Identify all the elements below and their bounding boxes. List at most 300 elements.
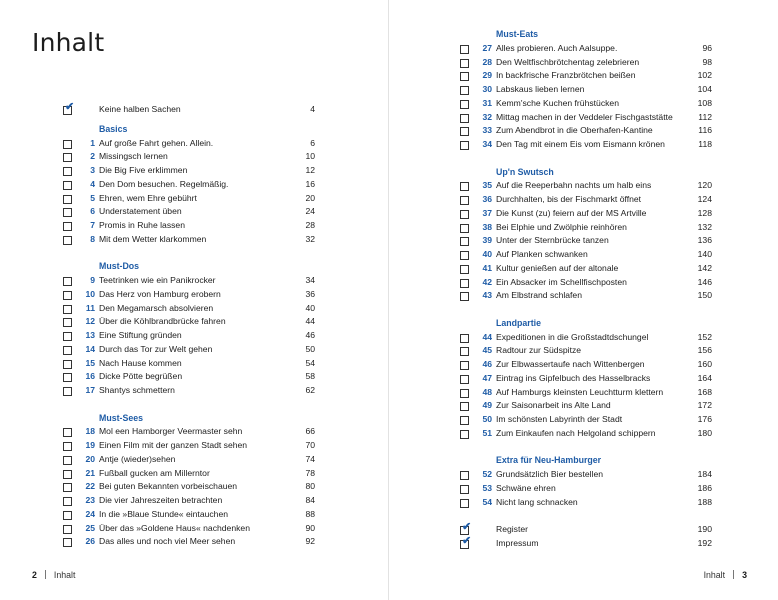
toc-entry[interactable] (63, 494, 315, 508)
section-heading: Must-Sees (99, 412, 143, 423)
toc-entry[interactable] (460, 496, 712, 510)
entry-title: Dicke Pötte begrüßen (99, 371, 183, 382)
checkbox[interactable] (460, 471, 469, 480)
entry-title: Missingsch lernen (99, 151, 168, 162)
entry-page: 104 (697, 84, 712, 94)
entry-title: Unter der Sternbrücke tanzen (496, 235, 609, 246)
entry-number: 41 (482, 262, 492, 273)
entry-number: 40 (482, 249, 492, 259)
toc-entry[interactable] (63, 302, 315, 316)
checkbox[interactable] (63, 483, 72, 492)
toc-entry[interactable] (460, 234, 712, 248)
section-gap (460, 152, 712, 166)
entry-number: 30 (482, 84, 492, 94)
entry-number: 12 (85, 316, 95, 327)
checkbox[interactable] (460, 224, 469, 233)
entry-page: 78 (305, 467, 315, 478)
toc-entry[interactable] (63, 370, 315, 384)
checkbox[interactable] (460, 114, 469, 123)
entry-page: 98 (702, 56, 712, 67)
entry-page: 84 (305, 495, 315, 505)
checkbox[interactable] (460, 237, 469, 246)
checkbox[interactable] (63, 511, 72, 520)
entry-title: Fußball gucken am Millerntor (99, 467, 210, 478)
entry-title: Das alles und noch viel Meer sehen (99, 536, 236, 547)
entry-page: 40 (305, 302, 315, 313)
toc-entry[interactable] (460, 534, 712, 551)
checkmark-icon: ✔ (65, 101, 75, 113)
entry-page: 28 (305, 220, 315, 230)
entry-number: 5 (90, 192, 95, 203)
checkbox[interactable] (63, 195, 72, 204)
entry-page: 16 (305, 178, 315, 189)
toc-entry[interactable] (460, 276, 712, 290)
entry-page: 58 (305, 371, 315, 382)
toc-entry[interactable] (63, 508, 315, 522)
toc-entry[interactable] (63, 233, 315, 247)
entry-number: 19 (85, 440, 95, 450)
entry-number: 23 (85, 495, 95, 505)
checkbox[interactable] (460, 375, 469, 384)
section-heading: Basics (99, 123, 128, 134)
toc-entry[interactable] (460, 111, 712, 125)
entry-title: Den Dom besuchen. Regelmäßig. (99, 178, 229, 189)
checkbox[interactable] (63, 318, 72, 327)
footer-separator (45, 570, 46, 579)
entry-page: 32 (305, 233, 315, 244)
entry-title: Über die Köhlbrandbrücke fahren (99, 316, 226, 327)
entry-page: 70 (305, 440, 315, 450)
entry-page: 172 (697, 400, 712, 411)
checkbox[interactable] (63, 456, 72, 465)
entry-page: 142 (697, 262, 712, 273)
toc-entry[interactable] (63, 480, 315, 494)
page-number: 2 (32, 570, 37, 580)
checkbox[interactable] (460, 182, 469, 191)
entry-number: 50 (482, 414, 492, 424)
checkbox[interactable] (460, 59, 469, 68)
checkbox[interactable] (460, 141, 469, 150)
entry-number: 53 (482, 482, 492, 493)
entry-number: 14 (85, 343, 95, 354)
toc-right-column (460, 28, 712, 551)
toc-entry[interactable] (63, 164, 315, 178)
checkmark-icon: ✔ (462, 534, 472, 547)
toc-entry[interactable] (63, 522, 315, 536)
section-gap (460, 509, 712, 523)
entry-page: 88 (305, 508, 315, 519)
entry-page: 4 (310, 104, 315, 114)
checkbox[interactable] (63, 291, 72, 300)
entry-number: 25 (85, 522, 95, 533)
entry-title: Zum Einkaufen nach Helgoland schippern (496, 427, 656, 438)
entry-number: 9 (90, 275, 95, 285)
toc-entry[interactable] (63, 384, 315, 398)
page-number: 3 (742, 570, 747, 580)
entry-title: Zum Abendbrot in die Oberhafen-Kantine (496, 125, 653, 136)
entry-number: 7 (90, 220, 95, 230)
section-gap (460, 303, 712, 317)
entry-page: 10 (305, 151, 315, 162)
entry-title: Alles probieren. Auch Aalsuppe. (496, 42, 618, 53)
entry-number: 37 (482, 207, 492, 218)
checkbox[interactable] (460, 402, 469, 411)
toc-entry[interactable] (460, 344, 712, 358)
checkbox[interactable] (460, 196, 469, 205)
entry-number: 48 (482, 386, 492, 397)
entry-title: Durchhalten, bis der Fischmarkt öffnet (496, 194, 642, 204)
toc-entry[interactable] (63, 329, 315, 343)
entry-title: Auf Planken schwanken (496, 249, 588, 259)
entry-page: 188 (697, 496, 712, 507)
toc-entry[interactable] (63, 150, 315, 164)
entry-page: 124 (697, 194, 712, 204)
entry-title: Grundsätzlich Bier bestellen (496, 469, 603, 479)
entry-title: Einen Film mit der ganzen Stadt sehen (99, 440, 248, 450)
entry-page: 176 (697, 414, 712, 424)
toc-entry[interactable] (63, 205, 315, 219)
checkbox[interactable] (63, 140, 72, 149)
toc-entry[interactable] (63, 137, 315, 151)
entry-number: 24 (85, 508, 95, 519)
entry-title: In die »Blaue Stunde« eintauchen (99, 508, 229, 519)
toc-entry[interactable] (460, 399, 712, 413)
entry-page: 44 (305, 316, 315, 327)
entry-title: Die Kunst (zu) feiern auf der MS Artville (496, 207, 647, 218)
toc-entry[interactable] (460, 207, 712, 221)
entry-page: 62 (305, 385, 315, 395)
entry-title: Nach Hause kommen (99, 357, 182, 368)
entry-title: Mol een Hamborger Veermaster sehn (99, 426, 243, 437)
entry-number: 52 (482, 469, 492, 479)
toc-entry[interactable] (460, 193, 712, 207)
entry-title: Bei Elphie und Zwölphie reinhören (496, 221, 627, 232)
entry-title: Auf Hamburgs kleinsten Leuchtturm klettern (496, 386, 664, 397)
checkbox[interactable] (63, 236, 72, 245)
entry-title: Understatement üben (99, 206, 182, 217)
checkbox[interactable] (63, 497, 72, 506)
entry-title: Expeditionen in die Großstadtdschungel (496, 331, 649, 342)
checkbox[interactable] (460, 389, 469, 398)
checkbox[interactable] (63, 538, 72, 547)
footer-left (32, 570, 75, 580)
entry-number: 34 (482, 139, 492, 149)
entry-title: Das Herz von Hamburg erobern (99, 288, 221, 299)
checkbox[interactable] (63, 277, 72, 286)
entry-title: Durch das Tor zur Welt gehen (99, 343, 213, 354)
entry-title: Antje (wieder)sehen (99, 453, 176, 464)
checkbox[interactable] (460, 100, 469, 109)
toc-entry[interactable] (460, 482, 712, 496)
checkbox[interactable] (460, 361, 469, 370)
entry-page: 192 (697, 537, 712, 548)
checkbox[interactable] (460, 485, 469, 494)
checkbox[interactable] (63, 167, 72, 176)
entry-number: 28 (482, 56, 492, 67)
toc-entry[interactable] (63, 219, 315, 233)
page-title: Inhalt (32, 28, 105, 57)
entry-title: Promis in Ruhe lassen (99, 220, 185, 230)
entry-page: 132 (697, 221, 712, 232)
entry-number: 26 (85, 536, 95, 547)
checkbox[interactable] (63, 387, 72, 396)
entry-title: Zur Saisonarbeit ins Alte Land (496, 400, 611, 411)
checkbox[interactable] (460, 210, 469, 219)
entry-title: Impressum (496, 537, 539, 548)
entry-title: Die Big Five erklimmen (99, 165, 188, 175)
entry-number: 21 (85, 467, 95, 478)
toc-entry[interactable] (460, 523, 712, 537)
toc-left-column (63, 103, 315, 549)
entry-title: Kultur genießen auf der altonale (496, 262, 619, 273)
entry-page: 156 (697, 345, 712, 356)
entry-title: Bei guten Bekannten vorbeischauen (99, 481, 238, 492)
entry-page: 160 (697, 359, 712, 369)
entry-number: 42 (482, 276, 492, 287)
toc-entry[interactable] (63, 178, 315, 192)
entry-page: 36 (305, 288, 315, 299)
footer-separator (733, 570, 734, 579)
entry-title: In backfrische Franzbrötchen beißen (496, 70, 636, 81)
entry-number: 11 (85, 302, 95, 313)
section-gap (63, 247, 315, 261)
entry-page: 190 (697, 524, 712, 534)
section-gap (460, 441, 712, 455)
entry-number: 39 (482, 235, 492, 246)
toc-entry[interactable] (460, 56, 712, 70)
entry-number: 6 (90, 206, 95, 217)
toc-entry[interactable] (63, 274, 315, 288)
entry-page: 108 (697, 97, 712, 108)
entry-title: Register (496, 524, 528, 534)
toc-entry[interactable] (63, 535, 315, 549)
toc-entry[interactable] (460, 289, 712, 303)
entry-page: 24 (305, 206, 315, 217)
toc-entry[interactable] (460, 42, 712, 56)
checkbox[interactable] (460, 86, 469, 95)
toc-entry[interactable] (63, 103, 315, 117)
toc-entry[interactable] (460, 331, 712, 345)
toc-entry[interactable] (460, 262, 712, 276)
checkbox[interactable] (63, 346, 72, 355)
entry-page: 54 (305, 357, 315, 368)
checkbox[interactable] (63, 428, 72, 437)
entry-page: 74 (305, 453, 315, 464)
entry-number: 15 (85, 357, 95, 368)
entry-title: Über das »Goldene Haus« nachdenken (99, 522, 250, 533)
checkbox[interactable] (63, 208, 72, 217)
checkbox[interactable] (63, 332, 72, 341)
entry-number: 46 (482, 359, 492, 369)
entry-title: Den Tag mit einem Eis vom Eismann krönen (496, 139, 665, 149)
entry-number: 32 (482, 111, 492, 122)
entry-page: 46 (305, 330, 315, 340)
entry-number: 47 (482, 372, 492, 383)
entry-number: 36 (482, 194, 492, 204)
entry-title: Am Elbstrand schlafen (496, 290, 582, 301)
entry-title: Im schönsten Labyrinth der Stadt (496, 414, 623, 424)
entry-page: 50 (305, 343, 315, 354)
section-heading: Extra für Neu-Hamburger (496, 455, 602, 466)
entry-number: 49 (482, 400, 492, 411)
entry-title: Eine Stiftung gründen (99, 330, 182, 340)
entry-number: 20 (85, 453, 95, 464)
entry-page: 180 (697, 427, 712, 438)
toc-entry[interactable] (460, 124, 712, 138)
entry-number: 38 (482, 221, 492, 232)
entry-number: 27 (482, 42, 492, 53)
entry-number: 18 (85, 426, 95, 437)
entry-page: 34 (305, 275, 315, 285)
entry-number: 33 (482, 125, 492, 136)
entry-number: 45 (482, 345, 492, 356)
toc-entry[interactable] (63, 288, 315, 302)
checkbox[interactable] (63, 305, 72, 314)
entry-number: 51 (482, 427, 492, 438)
checkbox[interactable] (63, 442, 72, 451)
entry-title: Auf die Reeperbahn nachts um halb eins (496, 180, 652, 191)
entry-page: 96 (702, 42, 712, 53)
checkbox[interactable] (63, 101, 75, 115)
entry-number: 54 (482, 496, 492, 507)
footer-label: Inhalt (53, 570, 76, 580)
checkmark-icon: ✔ (462, 521, 472, 533)
footer-label: Inhalt (703, 570, 726, 580)
entry-number: 8 (90, 233, 95, 244)
entry-number: 17 (85, 385, 95, 395)
checkbox[interactable] (460, 334, 469, 343)
entry-page: 186 (697, 482, 712, 493)
entry-title: Kemm'sche Kuchen frühstücken (496, 97, 619, 108)
entry-title: Zur Elbwassertaufe nach Wittenbergen (496, 359, 645, 369)
toc-entry[interactable] (460, 97, 712, 111)
entry-page: 112 (698, 111, 712, 122)
toc-entry[interactable] (460, 248, 712, 262)
checkbox[interactable] (460, 534, 472, 549)
checkbox[interactable] (63, 222, 72, 231)
entry-title: Den Megamarsch absolvieren (99, 302, 214, 313)
entry-number: 10 (85, 288, 95, 299)
entry-page: 164 (697, 372, 712, 383)
entry-title: Den Weltfischbrötchentag zelebrieren (496, 56, 640, 67)
checkbox[interactable] (460, 416, 469, 425)
entry-page: 6 (310, 137, 315, 148)
entry-number: 4 (90, 178, 95, 189)
checkbox[interactable] (63, 373, 72, 382)
checkbox[interactable] (63, 360, 72, 369)
checkbox[interactable] (460, 127, 469, 136)
entry-title: Schwäne ehren (496, 482, 556, 493)
toc-entry[interactable] (460, 358, 712, 372)
entry-title: Teetrinken wie ein Panikrocker (99, 275, 216, 285)
entry-page: 120 (697, 180, 712, 191)
entry-number: 43 (482, 290, 492, 301)
entry-number: 13 (85, 330, 95, 340)
entry-page: 184 (697, 469, 712, 479)
toc-entry[interactable] (460, 138, 712, 152)
entry-number: 1 (90, 137, 95, 148)
entry-page: 102 (697, 70, 712, 81)
toc-entry[interactable] (63, 425, 315, 439)
entry-title: Mittag machen in der Veddeler Fischgaststätte (496, 111, 673, 122)
footer-right (704, 570, 747, 580)
toc-entry[interactable] (63, 357, 315, 371)
entry-page: 150 (697, 290, 712, 301)
page-gutter (388, 0, 389, 600)
entry-title: Mit dem Wetter klarkommen (99, 233, 207, 244)
toc-entry[interactable] (63, 343, 315, 357)
toc-entry[interactable] (460, 427, 712, 441)
checkbox[interactable] (63, 153, 72, 162)
entry-number: 16 (85, 371, 95, 382)
entry-page: 80 (305, 481, 315, 492)
toc-entry[interactable] (460, 372, 712, 386)
toc-entry[interactable] (460, 179, 712, 193)
checkbox[interactable] (460, 499, 469, 508)
entry-page: 136 (697, 235, 712, 246)
toc-entry[interactable] (63, 192, 315, 206)
toc-entry[interactable] (63, 453, 315, 467)
entry-title: Labskaus lieben lernen (496, 84, 585, 94)
section-heading: Up'n Swutsch (496, 166, 554, 177)
checkbox[interactable] (460, 347, 469, 356)
section-heading: Landpartie (496, 317, 541, 328)
entry-title: Eintrag ins Gipfelbuch des Hasselbracks (496, 372, 651, 383)
entry-page: 168 (697, 386, 712, 397)
toc-entry[interactable] (460, 468, 712, 482)
checkbox[interactable] (460, 45, 469, 54)
toc-entry[interactable] (63, 439, 315, 453)
checkbox[interactable] (63, 470, 72, 479)
entry-number: 35 (482, 180, 492, 191)
toc-entry[interactable] (460, 221, 712, 235)
entry-number: 44 (482, 331, 492, 342)
checkbox[interactable] (460, 279, 469, 288)
checkbox[interactable] (460, 521, 472, 535)
entry-title: Keine halben Sachen (99, 104, 181, 114)
toc-entry[interactable] (63, 467, 315, 481)
entry-title: Radtour zur Südspitze (496, 345, 582, 356)
section-heading: Must-Eats (496, 29, 539, 39)
entry-title: Ehren, wem Ehre gebührt (99, 192, 197, 203)
toc-entry[interactable] (460, 69, 712, 83)
checkbox[interactable] (460, 251, 469, 260)
entry-title: Ein Absacker im Schellfischposten (496, 276, 627, 287)
entry-page: 90 (305, 522, 315, 533)
checkbox[interactable] (63, 525, 72, 534)
entry-page: 118 (698, 139, 712, 149)
toc-entry[interactable] (460, 413, 712, 427)
entry-number: 29 (482, 70, 492, 81)
entry-page: 152 (697, 331, 712, 342)
toc-entry[interactable] (63, 315, 315, 329)
toc-entry[interactable] (460, 386, 712, 400)
entry-page: 116 (698, 125, 712, 136)
section-heading: Must-Dos (99, 261, 140, 272)
entry-page: 146 (697, 276, 712, 287)
entry-page: 12 (305, 165, 315, 175)
toc-entry[interactable] (460, 83, 712, 97)
entry-number: 2 (90, 151, 95, 162)
checkbox[interactable] (460, 430, 469, 439)
entry-page: 20 (305, 192, 315, 203)
checkbox[interactable] (460, 292, 469, 301)
checkbox[interactable] (460, 265, 469, 274)
checkbox[interactable] (63, 181, 72, 190)
entry-page: 66 (305, 426, 315, 437)
entry-page: 140 (697, 249, 712, 259)
checkbox[interactable] (460, 72, 469, 81)
